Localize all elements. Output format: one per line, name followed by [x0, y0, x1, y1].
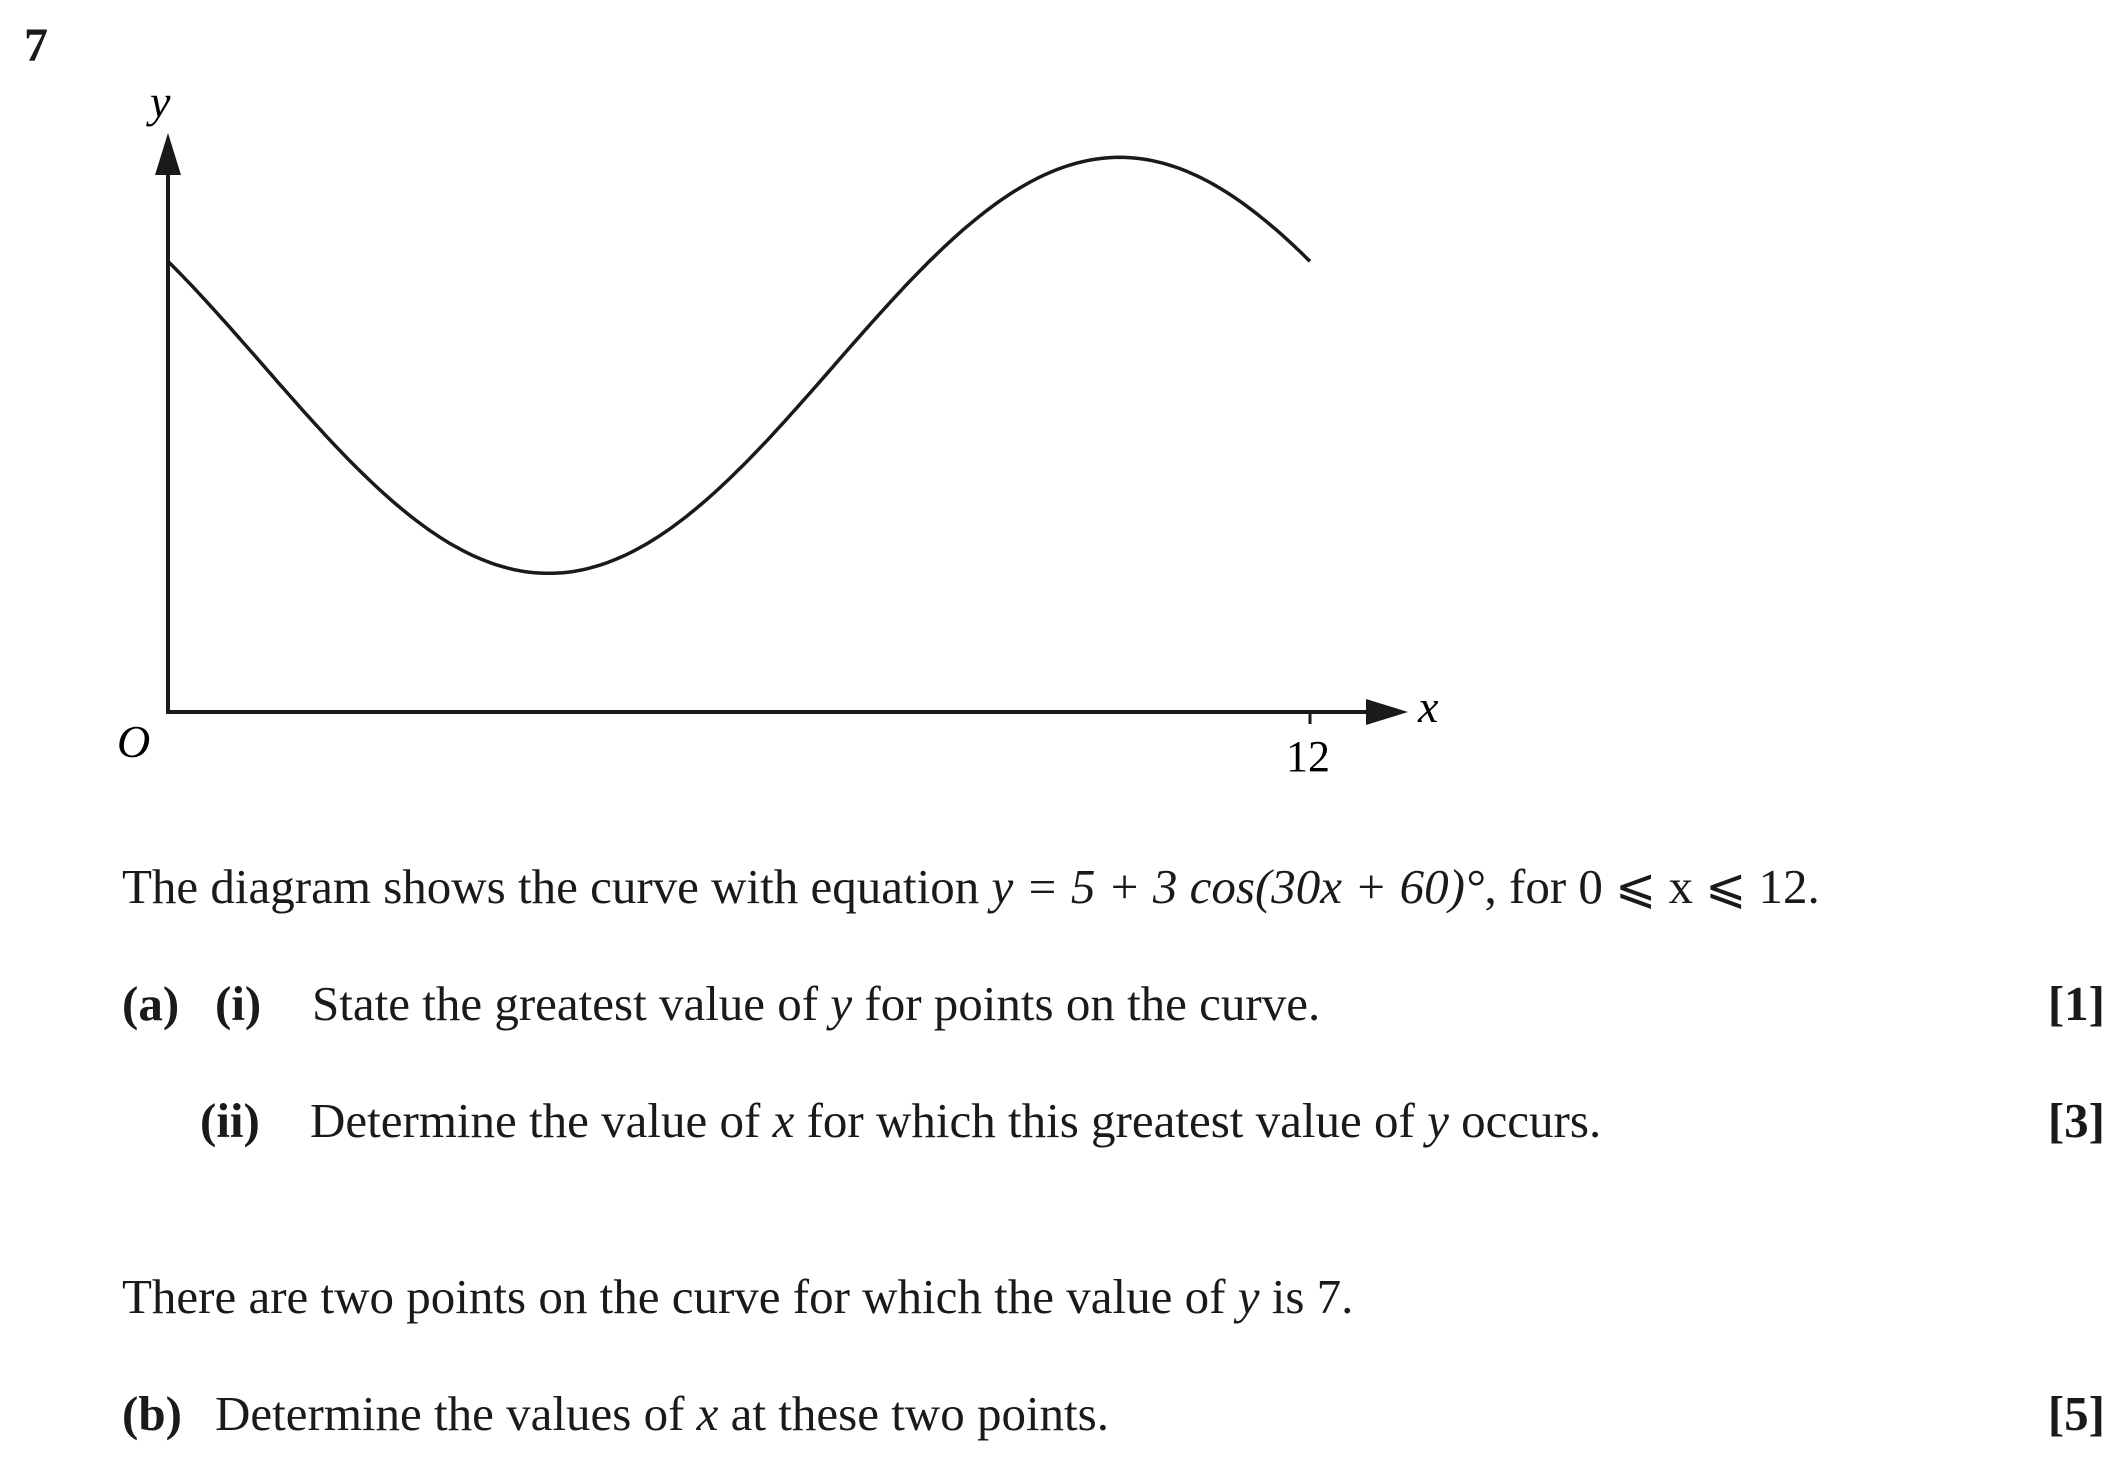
- part-b-label: (b): [122, 1386, 182, 1441]
- intro-line: [122, 858, 1820, 917]
- x-axis-arrowhead: [1366, 699, 1408, 725]
- part-a-i-text: State the greatest value of: [312, 976, 831, 1031]
- part-a-ii-text-1: Determine the value of: [310, 1093, 773, 1148]
- part-a-i-text-after: for points on the curve.: [852, 976, 1321, 1031]
- part-a-ii-var-1: x: [772, 1093, 795, 1148]
- part-a-ii-marks: [3]: [2047, 1093, 2105, 1148]
- intro-text: The diagram shows the curve with equation: [122, 859, 992, 914]
- y-axis-label: y: [150, 76, 171, 127]
- part-b: [122, 1385, 1109, 1444]
- part-b-var: x: [696, 1386, 719, 1441]
- x-axis-label: x: [1418, 681, 1439, 732]
- part-a-ii: [200, 1092, 1601, 1151]
- part-a-i-var: y: [830, 976, 853, 1031]
- part-a-i: [122, 975, 1320, 1034]
- intro-equation: y = 5 + 3 cos(30x + 60)°: [991, 859, 1485, 914]
- question-number: 7: [24, 19, 48, 72]
- part-a-ii-text-2: for which this greatest value of: [794, 1093, 1428, 1148]
- stem-b-text-after: is 7.: [1259, 1269, 1354, 1324]
- curve-diagram: [0, 0, 1500, 800]
- stem-b-text: There are two points on the curve for which the value of: [122, 1269, 1238, 1324]
- part-a-ii-var-2: y: [1427, 1093, 1449, 1148]
- part-b-marks: [5]: [2047, 1386, 2105, 1441]
- cosine-curve: [168, 157, 1310, 573]
- part-a-i-marks: [1]: [2047, 976, 2105, 1031]
- part-b-text-after: at these two points.: [718, 1386, 1109, 1441]
- origin-label: O: [117, 716, 151, 767]
- y-axis-arrowhead: [155, 133, 181, 175]
- part-a-ii-label: (ii): [200, 1093, 260, 1148]
- stem-b-var: y: [1237, 1269, 1260, 1324]
- part-a-i-label: (i): [215, 976, 262, 1031]
- part-b-text: Determine the values of: [215, 1386, 697, 1441]
- part-a-label: (a): [122, 976, 180, 1031]
- part-a-ii-text-3: occurs.: [1448, 1093, 1602, 1148]
- stem-b: [122, 1268, 1353, 1327]
- x-tick-label: 12: [1286, 732, 1330, 781]
- intro-domain: , for 0 ⩽ x ⩽ 12.: [1484, 859, 1820, 914]
